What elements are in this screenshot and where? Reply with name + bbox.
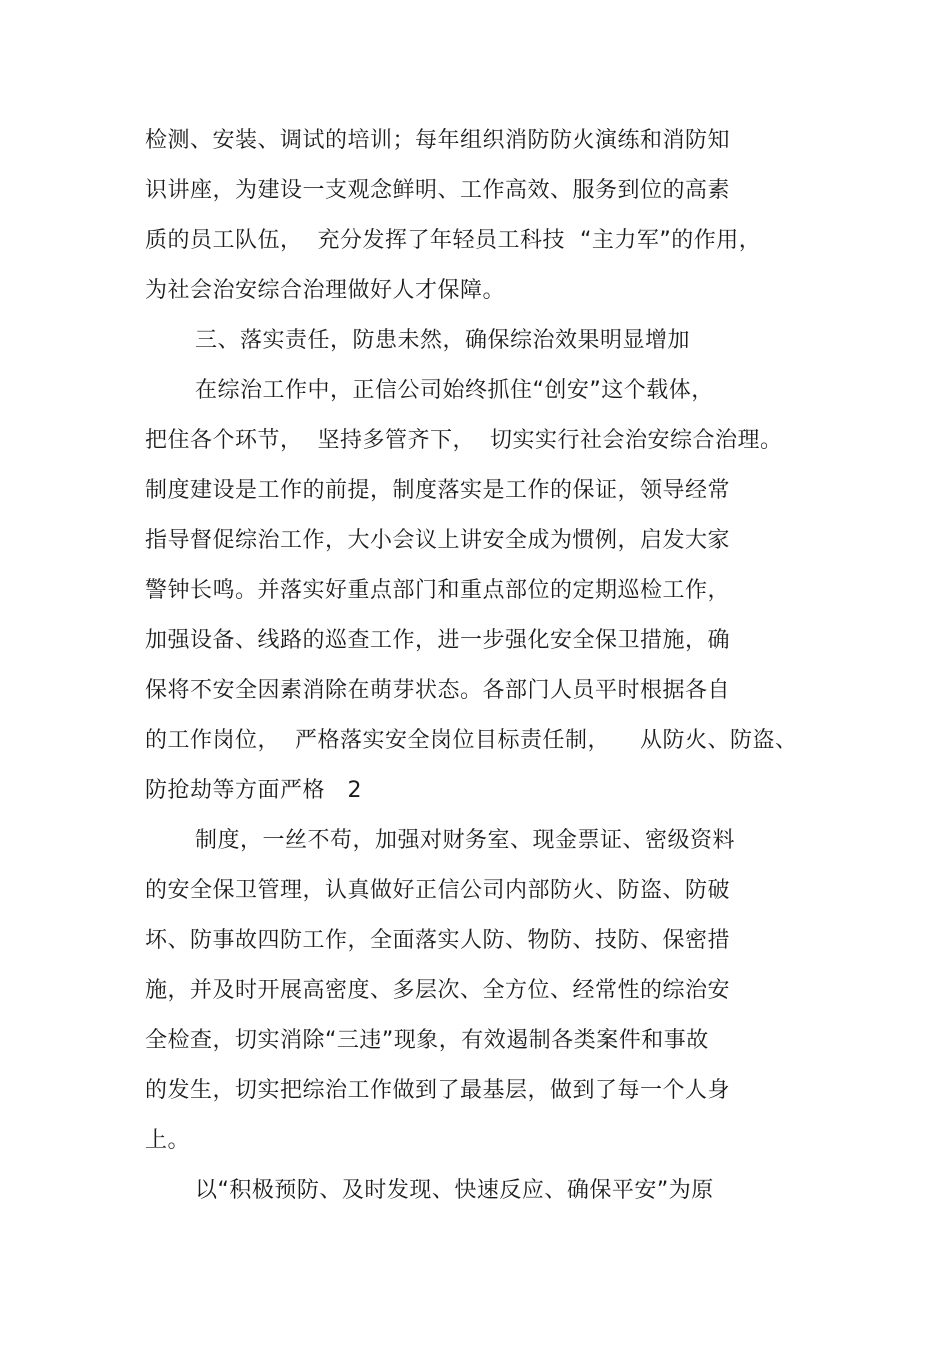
text-line: 指导督促综治工作，大小会议上讲安全成为惯例，启发大家 [145,528,731,553]
text-line: 制度建设是工作的前提，制度落实是工作的保证，领导经常 [145,478,731,503]
text-line: 的发生，切实把综治工作做到了最基层，做到了每一个人身 [145,1078,731,1103]
text-line: 施，并及时开展高密度、多层次、全方位、经常性的综治安 [145,978,731,1003]
text-line: 加强设备、线路的巡查工作，进一步强化安全保卫措施，确 [145,628,731,653]
section-heading: 三、落实责任，防患未然，确保综治效果明显增加 [195,328,691,353]
text-line: 保将不安全因素消除在萌芽状态。各部门人员平时根据各自 [145,678,731,703]
text-line: 坏、防事故四防工作，全面落实人防、物防、技防、保密措 [145,928,731,953]
text-line: 全检查，切实消除“三违”现象，有效遏制各类案件和事故 [145,1028,709,1053]
text-line: 的安全保卫管理，认真做好正信公司内部防火、防盗、防破 [145,878,731,903]
text-line: 防抢劫等方面严格 2 [145,778,362,803]
text-line: 检测、安装、调试的培训；每年组织消防防火演练和消防知 [145,128,731,153]
text-line: 制度，一丝不苟，加强对财务室、现金票证、密级资料 [195,828,736,853]
text-line: 的工作岗位， 严格落实安全岗位目标责任制， 从防火、防盗、 [145,728,798,753]
text-line: 质的员工队伍， 充分发挥了年轻员工科技 “主力军”的作用， [145,228,762,253]
text-line: 把住各个环节， 坚持多管齐下， 切实实行社会治安综合治理。 [145,428,783,453]
text-line: 以“积极预防、及时发现、快速反应、确保平安”为原 [195,1178,714,1203]
text-line: 上。 [145,1128,191,1153]
text-line: 在综治工作中，正信公司始终抓住“创安”这个载体， [195,378,714,403]
text-line: 为社会治安综合治理做好人才保障。 [145,278,506,303]
text-line: 警钟长鸣。并落实好重点部门和重点部位的定期巡检工作， [145,578,731,603]
text-line: 识讲座，为建设一支观念鲜明、工作高效、服务到位的高素 [145,178,731,203]
